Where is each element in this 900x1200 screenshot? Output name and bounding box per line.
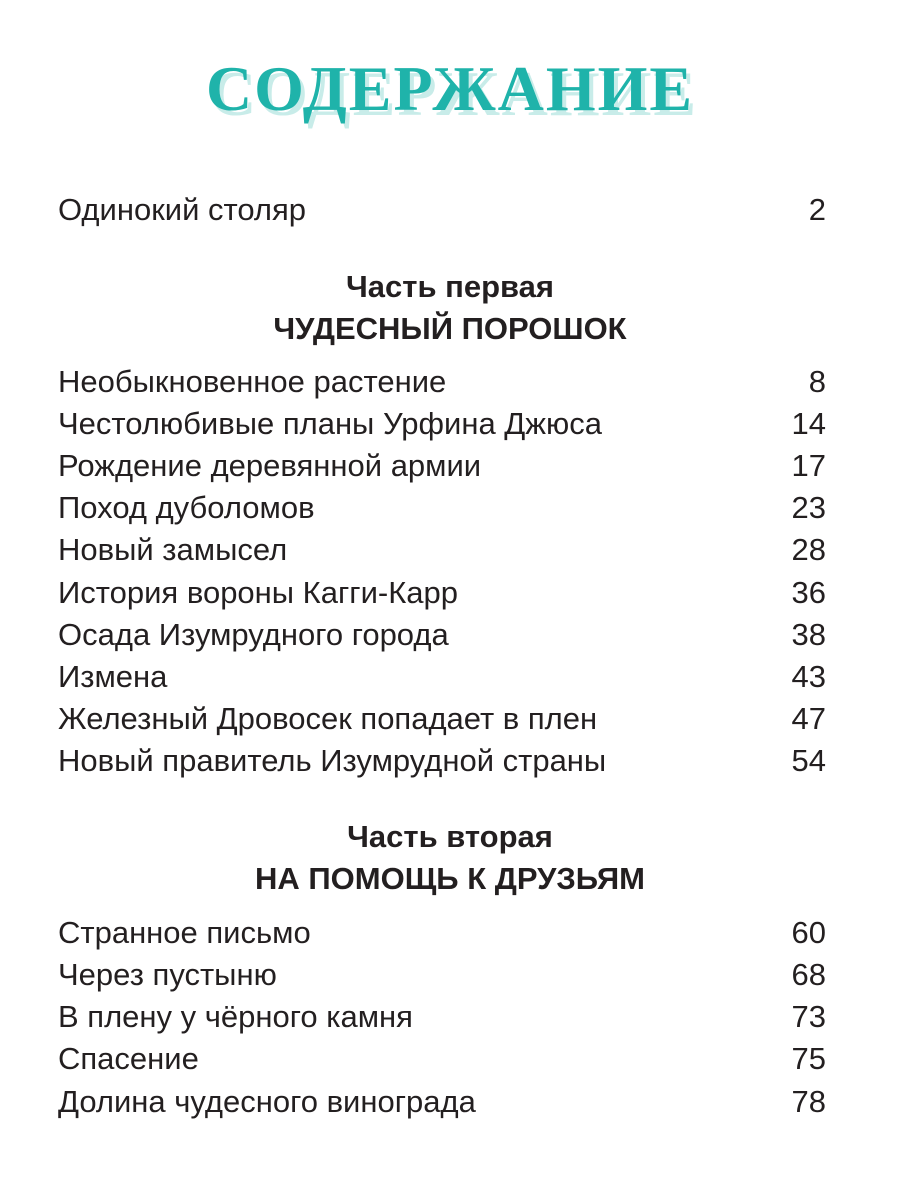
toc-entry[interactable] (58, 361, 826, 403)
toc-entry-page: 17 (791, 448, 826, 483)
toc-entry-page: 60 (791, 915, 826, 950)
toc-entry-label: Железный Дровосек попадает в плен (58, 701, 598, 736)
toc-entry[interactable] (58, 954, 826, 996)
toc-entry-page: 73 (791, 999, 826, 1034)
toc-entry-page: 23 (791, 490, 826, 525)
toc-entry[interactable] (58, 912, 826, 954)
toc-entry-label: Честолюбивые планы Урфина Джюса (58, 406, 603, 441)
toc-entry-label: Новый замысел (58, 532, 288, 567)
toc-entry-page: 47 (791, 701, 826, 736)
toc-entry-page: 2 (808, 192, 826, 227)
toc-entry-label: Долина чудесного винограда (58, 1084, 476, 1119)
toc-entry[interactable] (58, 572, 826, 614)
toc-entry[interactable] (58, 740, 826, 782)
toc-entry-label: История вороны Кагги-Карр (58, 575, 459, 610)
toc-entry-label: Необыкновенное растение (58, 364, 447, 399)
toc-entry-label: Спасение (58, 1041, 199, 1076)
part-1-title: ЧУДЕСНЫЙ ПОРОШОК (273, 311, 627, 346)
toc-entry-label: Поход дуболомов (58, 490, 315, 525)
toc-entry[interactable] (58, 698, 826, 740)
toc-entry-page: 78 (791, 1084, 826, 1119)
toc-entry[interactable] (58, 614, 826, 656)
toc-entry-label: Осада Изумрудного города (58, 617, 449, 652)
toc-entry-page: 8 (808, 364, 826, 399)
toc-entry[interactable] (58, 996, 826, 1038)
toc-entry-page: 54 (791, 743, 826, 778)
toc-entry[interactable] (58, 529, 826, 571)
toc-entry[interactable] (58, 1081, 826, 1123)
toc-entry-label: Странное письмо (58, 915, 311, 950)
toc-entry-label: Новый правитель Изумрудной страны (58, 743, 607, 778)
part-2-title: НА ПОМОЩЬ К ДРУЗЬЯМ (255, 861, 645, 896)
toc-entry-page: 14 (791, 406, 826, 441)
toc-entry-page: 36 (791, 575, 826, 610)
toc-entry-page: 68 (791, 957, 826, 992)
toc-entry-label: В плену у чёрного камня (58, 999, 413, 1034)
toc-entry-page: 43 (791, 659, 826, 694)
toc-entry-page: 75 (791, 1041, 826, 1076)
toc-entry-label: Измена (58, 659, 168, 694)
toc-entry-intro[interactable] (58, 189, 826, 231)
toc-entry-label: Через пустыню (58, 957, 277, 992)
toc-entry[interactable] (58, 445, 826, 487)
toc-entry-page: 38 (791, 617, 826, 652)
toc-entry-label: Одинокий столяр (58, 192, 307, 227)
part-1-label: Часть первая (346, 269, 554, 304)
toc-entry[interactable] (58, 487, 826, 529)
toc-entry-label: Рождение деревянной армии (58, 448, 482, 483)
toc-entry[interactable] (58, 1038, 826, 1080)
toc-entry[interactable] (58, 403, 826, 445)
part-2-label: Часть вторая (347, 819, 553, 854)
toc-entry[interactable] (58, 656, 826, 698)
page-title: СОДЕРЖАНИЕ (205, 53, 695, 124)
toc-entry-page: 28 (791, 532, 826, 567)
